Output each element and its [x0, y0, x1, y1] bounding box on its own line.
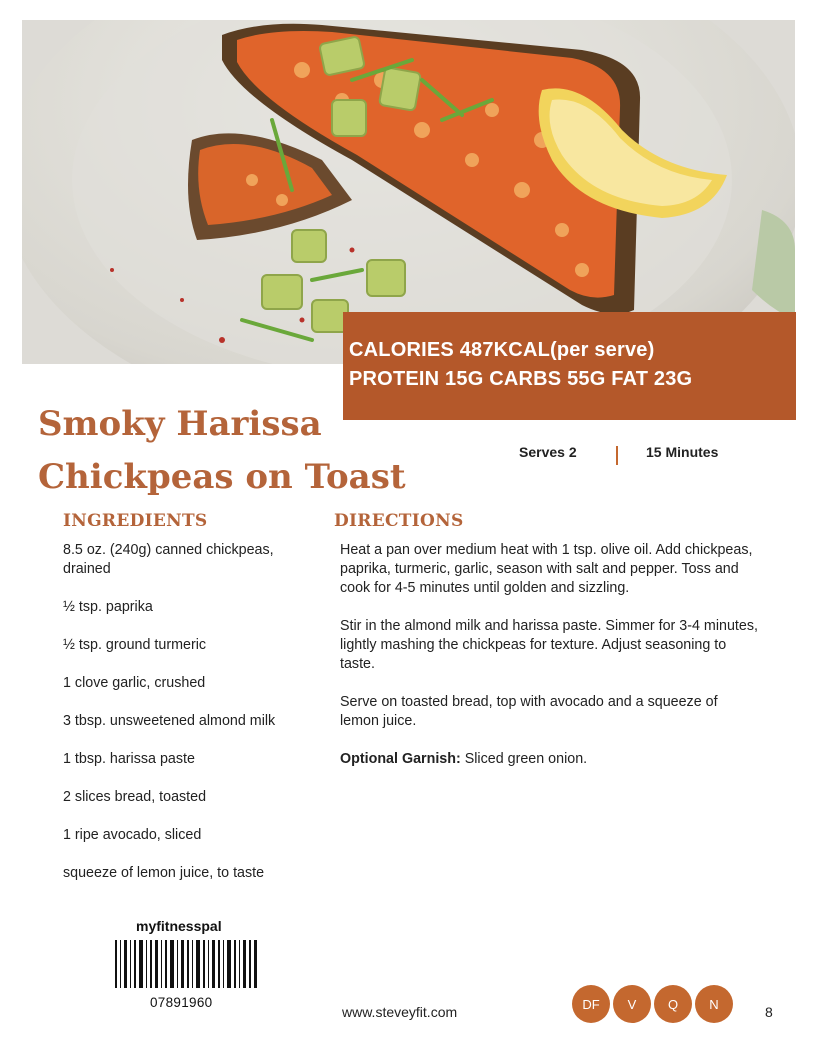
barcode-number: 07891960	[150, 995, 213, 1010]
directions-text	[340, 541, 760, 788]
myfitnesspal-label: myfitnesspal	[136, 918, 222, 934]
ingredient-item: ½ tsp. ground turmeric	[63, 637, 207, 653]
ingredients-list	[63, 541, 303, 902]
ingredient-item: 3 tbsp. unsweetened almond milk	[63, 713, 276, 729]
ingredient-item: 8.5 oz. (240g) canned chickpeas, drained	[63, 542, 274, 577]
page-number: 8	[765, 1004, 773, 1020]
ingredient-item: 1 tbsp. harissa paste	[63, 751, 195, 767]
diet-badges	[572, 985, 733, 1023]
directions-heading: DIRECTIONS	[334, 511, 464, 531]
badge-q: Q	[654, 985, 692, 1023]
meta-divider	[616, 446, 618, 465]
direction-step: Stir in the almond milk and harissa paste. Simmer for 3-4 minutes, lightly mashing the chickpeas for texture. Adjust seasoning to taste.	[340, 618, 758, 672]
barcode-icon[interactable]	[115, 940, 257, 988]
recipe-title	[38, 398, 406, 504]
website-link[interactable]: www.steveyfit.com	[342, 1004, 458, 1020]
recipe-title-line1: Smoky Harissa	[38, 404, 322, 444]
garnish-text: Sliced green onion.	[460, 751, 588, 767]
nutrition-box	[343, 312, 796, 420]
badge-df: DF	[572, 985, 610, 1023]
direction-step: Heat a pan over medium heat with 1 tsp. olive oil. Add chickpeas, paprika, turmeric, garlic, season with salt and pepper. Toss and cook for 4-5 minutes until golden and sizzling.	[340, 542, 753, 596]
serves-label: Serves 2	[519, 444, 577, 460]
macros-line: PROTEIN 15G CARBS 55G FAT 23G	[349, 368, 693, 390]
garnish-label: Optional Garnish:	[340, 751, 461, 767]
ingredient-item: ½ tsp. paprika	[63, 599, 153, 615]
ingredient-item: 1 ripe avocado, sliced	[63, 827, 202, 843]
optional-garnish	[340, 750, 760, 769]
ingredient-item: 1 clove garlic, crushed	[63, 675, 206, 691]
direction-step: Serve on toasted bread, top with avocado and a squeeze of lemon juice.	[340, 694, 718, 729]
ingredients-heading: INGREDIENTS	[63, 511, 208, 531]
ingredient-item: 2 slices bread, toasted	[63, 789, 207, 805]
ingredient-item: squeeze of lemon juice, to taste	[63, 865, 265, 881]
calories-line: CALORIES 487KCAL(per serve)	[349, 339, 655, 361]
badge-n: N	[695, 985, 733, 1023]
time-label: 15 Minutes	[646, 444, 719, 460]
badge-v: V	[613, 985, 651, 1023]
recipe-title-line2: Chickpeas on Toast	[38, 457, 406, 497]
